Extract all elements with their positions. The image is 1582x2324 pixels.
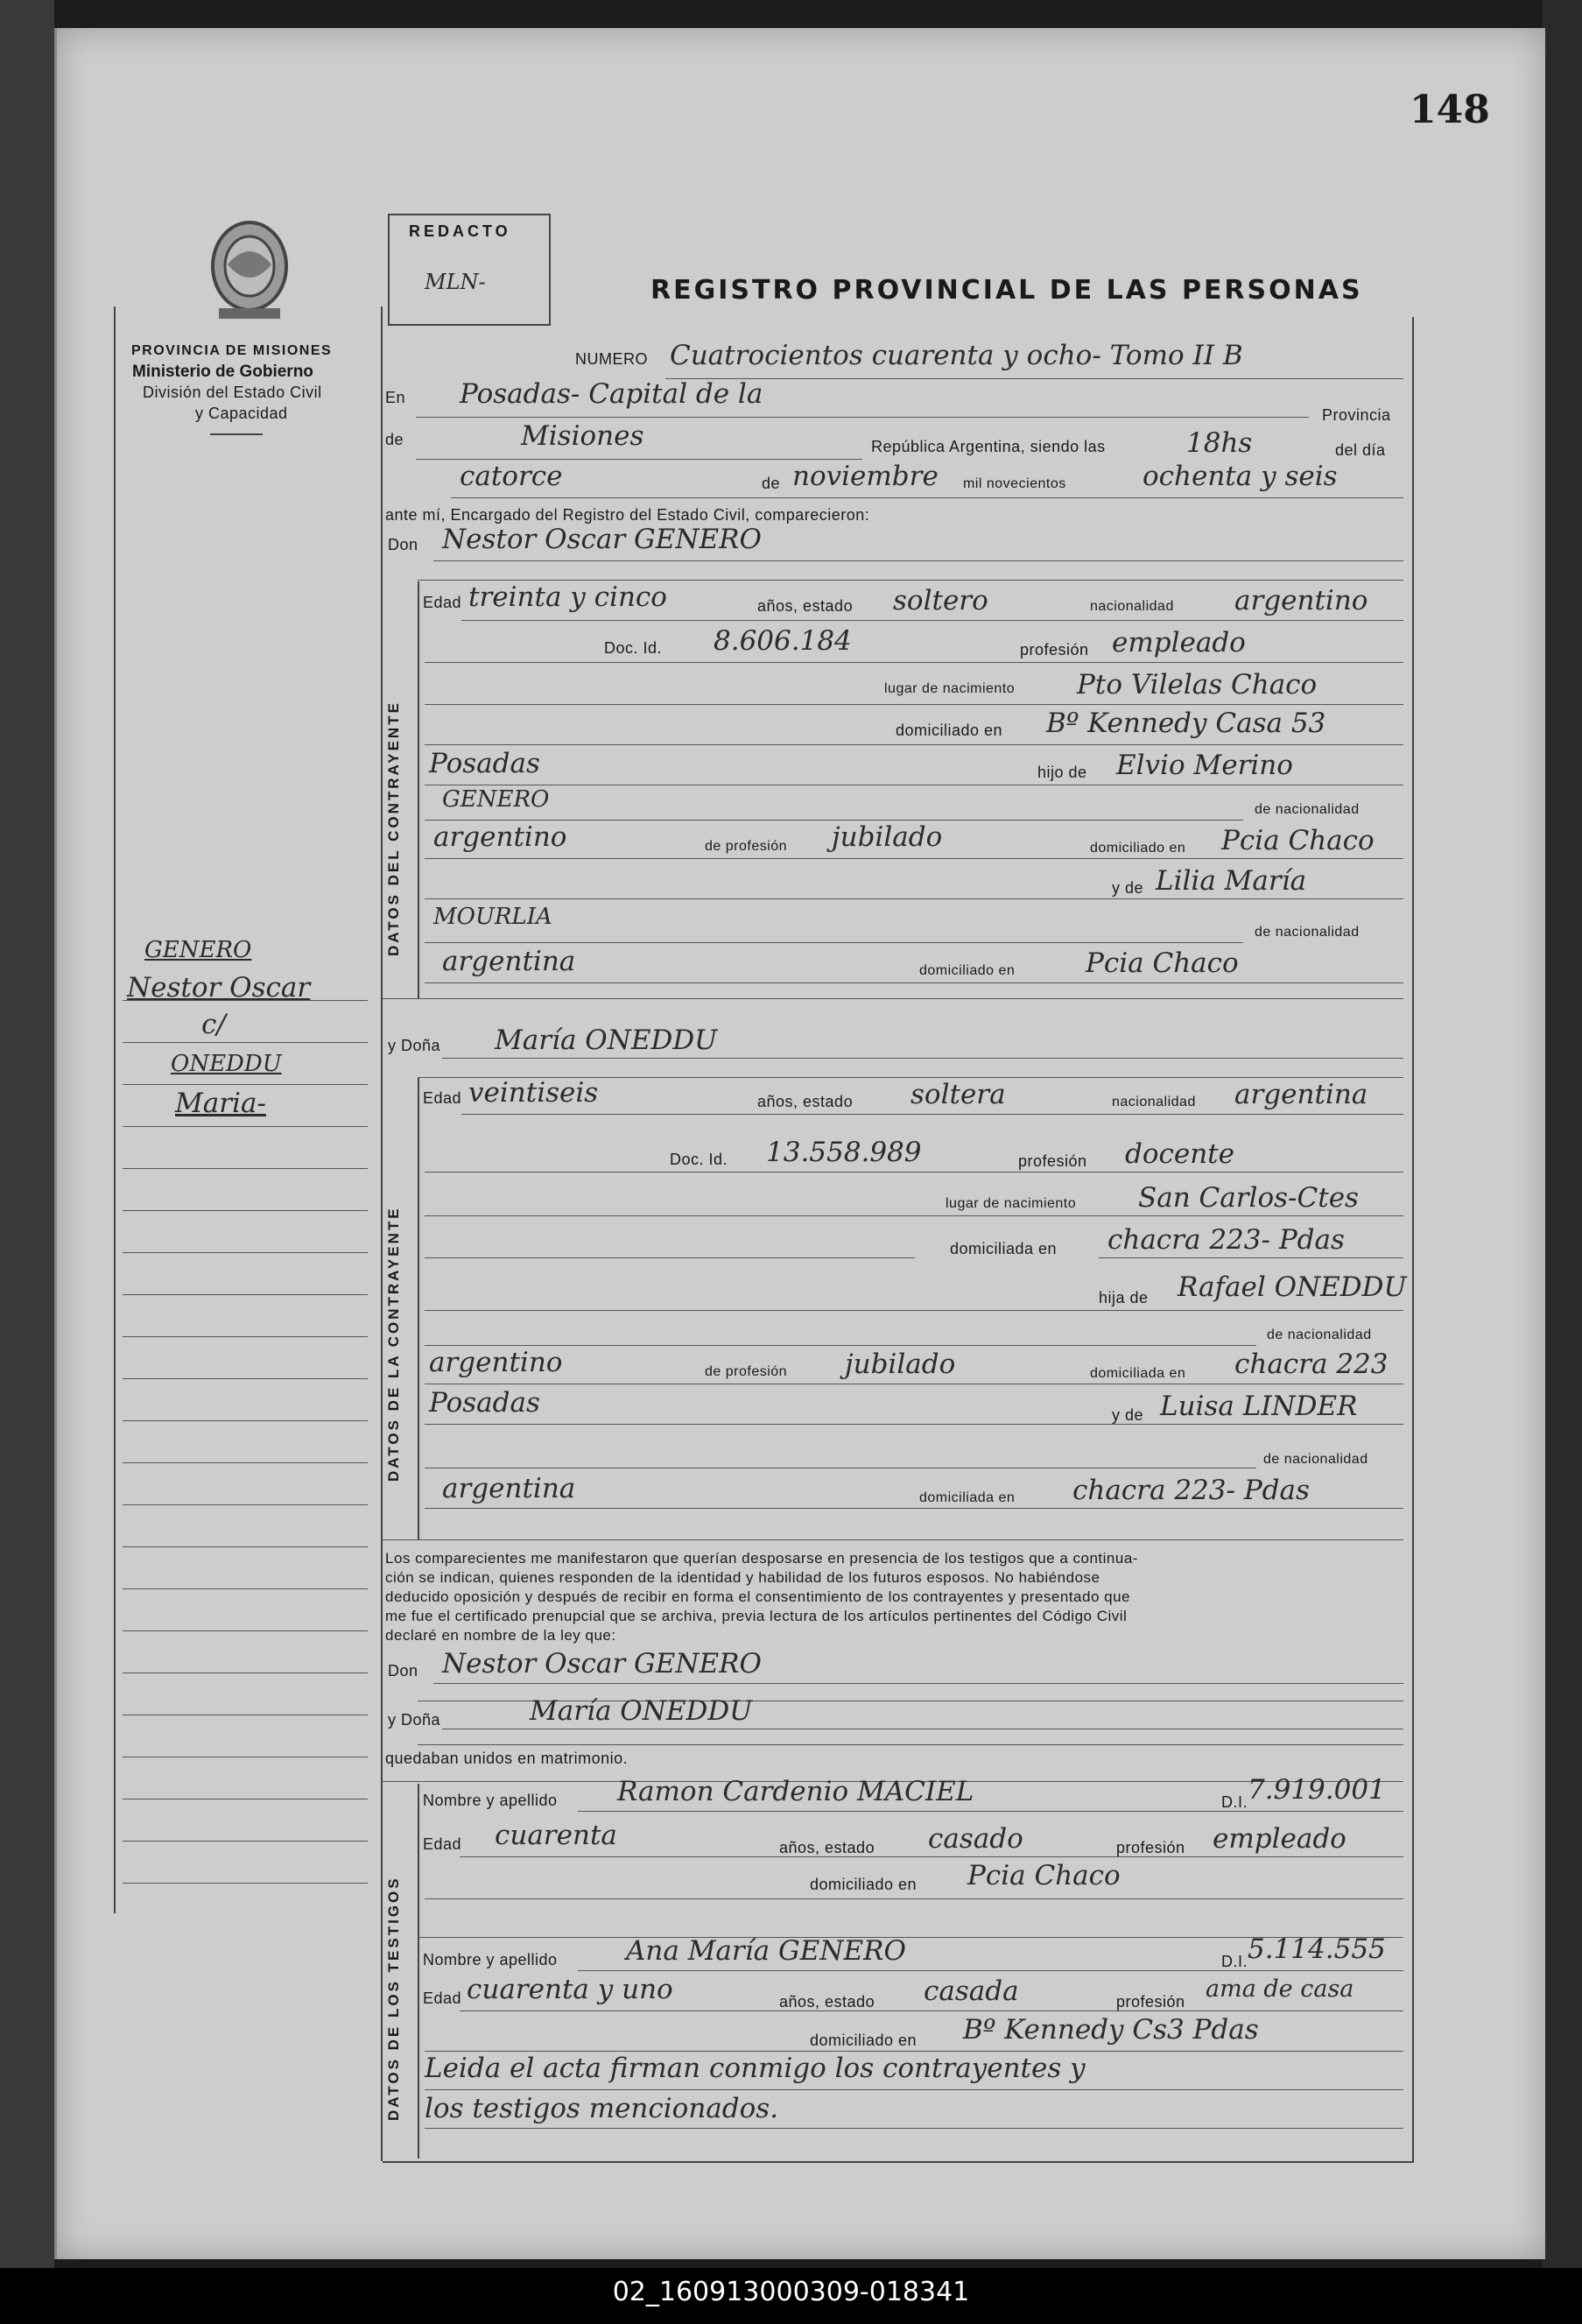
- f-block-bottom: [383, 1539, 1403, 1540]
- t2-nombre-label: Nombre y apellido: [423, 1951, 558, 1968]
- f-madre: Luisa LINDER: [1160, 1391, 1358, 1422]
- t1-edad-label: Edad: [423, 1835, 462, 1853]
- numero-line: [665, 378, 1403, 379]
- t1-nombre-label: Nombre y apellido: [423, 1792, 558, 1809]
- c-padre-dom: Pcia Chaco: [1221, 825, 1375, 856]
- t2-nombre: Ana María GENERO: [626, 1935, 906, 1967]
- t1-edad-line: [460, 1856, 1403, 1857]
- closing-line1-rule: [425, 2089, 1403, 2090]
- de2-label: de: [762, 475, 781, 492]
- f-lugar-label: lugar de nacimiento: [946, 1196, 1077, 1211]
- margin-rule-line: [123, 1883, 368, 1884]
- c-madre-dom: Pcia Chaco: [1086, 947, 1239, 979]
- t2-estado: casada: [924, 1975, 1019, 2007]
- c-doc: 8.606.184: [714, 625, 852, 657]
- c-profesion: empleado: [1112, 627, 1246, 658]
- anio-value: ochenta y seis: [1143, 461, 1338, 492]
- c-lugar-line: [425, 704, 1403, 705]
- mil-label: mil novecientos: [963, 476, 1066, 491]
- margin-rule-line: [123, 1504, 368, 1505]
- f-edad-label: Edad: [423, 1089, 462, 1107]
- c-de-prof-label: de profesión: [705, 839, 788, 854]
- t2-anos-label: años, estado: [779, 1993, 875, 2011]
- closing-line2: los testigos mencionados.: [425, 2093, 779, 2124]
- f-padre-dom-label: domiciliada en: [1090, 1366, 1186, 1381]
- f-lugar-line: [425, 1215, 1403, 1216]
- f-doc: 13.558.989: [766, 1137, 922, 1168]
- c-nac-label: nacionalidad: [1090, 599, 1174, 614]
- t2-di-label: D.I.: [1221, 1953, 1248, 1970]
- c-padre-nac: argentino: [433, 821, 567, 853]
- f-padre-dom: chacra 223: [1234, 1349, 1389, 1380]
- c-edad-line: [461, 620, 1403, 621]
- closing-line1: Leida el acta firman conmigo los contrayentes y: [425, 2053, 1086, 2084]
- dona-value: María ONEDDU: [495, 1025, 718, 1056]
- f-madre-dom: chacra 223- Pdas: [1072, 1475, 1310, 1506]
- c-de-nac-label2: de nacionalidad: [1255, 925, 1360, 940]
- f-hija-label: hija de: [1099, 1289, 1149, 1306]
- fecha-line: [451, 497, 1403, 498]
- decl-don-line: [433, 1683, 1403, 1684]
- left-margin-rule: [114, 306, 116, 1913]
- c-madre-nac: argentina: [442, 946, 576, 977]
- register-page: [54, 28, 1545, 2259]
- f-de-nac-label2: de nacionalidad: [1263, 1452, 1368, 1467]
- redacto-box: [388, 214, 551, 326]
- redacto-label: REDACTO: [409, 222, 511, 240]
- de-label: de: [385, 431, 404, 448]
- f-madre-line: [425, 1424, 1403, 1425]
- letterhead-line4: y Capacidad: [195, 405, 288, 422]
- decl-p5: declaré en nombre de la ley que:: [385, 1627, 616, 1644]
- document-title: REGISTRO PROVINCIAL DE LAS PERSONAS: [650, 275, 1363, 306]
- c-hijo-label: hijo de: [1037, 764, 1087, 781]
- t2-dom-label: domiciliado en: [810, 2032, 918, 2049]
- contrayente-side-label: DATOS DEL CONTRAYENTE: [385, 701, 402, 956]
- book-spine: [0, 0, 54, 2268]
- f-padre-nac: argentino: [429, 1347, 563, 1378]
- c-de-nac-label: de nacionalidad: [1255, 802, 1360, 817]
- f-de-prof-label: de profesión: [705, 1364, 788, 1379]
- del-dia-label: del día: [1335, 441, 1386, 459]
- numero-value: Cuatrocientos cuarenta y ocho- Tomo II B: [670, 340, 1243, 371]
- c-doc-line: [425, 662, 1403, 663]
- f-edad: veintiseis: [468, 1077, 599, 1109]
- margin-rule-line: [123, 1378, 368, 1379]
- c-madre-dom-label: domiciliado en: [919, 963, 1016, 978]
- numero-label: NUMERO: [575, 350, 648, 368]
- f-padre: Rafael ONEDDU: [1178, 1271, 1407, 1303]
- dia-value: catorce: [460, 461, 563, 492]
- c-madre2-line: [425, 942, 1243, 943]
- image-id: 02_160913000309-018341: [612, 2277, 970, 2307]
- margin-rule-line: [123, 1294, 368, 1295]
- t2-nombre-line: [578, 1970, 1403, 1971]
- f-nacionalidad: argentina: [1234, 1079, 1368, 1110]
- f-padre-line: [425, 1345, 1256, 1346]
- margin-rule-line: [123, 1588, 368, 1589]
- decl-quedaban: quedaban unidos en matrimonio.: [385, 1750, 629, 1767]
- f-nac-label: nacionalidad: [1112, 1095, 1196, 1109]
- f-doc-label: Doc. Id.: [670, 1151, 728, 1168]
- form-right-rule: [1412, 317, 1414, 2161]
- c-lugar: Pto Vilelas Chaco: [1077, 669, 1318, 701]
- c-block-bottom: [383, 998, 1403, 999]
- testigos-block-rule: [418, 1784, 419, 2159]
- letterhead-line1: PROVINCIA DE MISIONES: [131, 343, 333, 358]
- c-domicilio: Bº Kennedy Casa 53: [1046, 708, 1326, 739]
- form-bottom-rule: [383, 2161, 1414, 2163]
- hora-value: 18hs: [1186, 427, 1253, 459]
- t1-estado: casado: [928, 1823, 1023, 1855]
- c-estado: soltero: [893, 585, 988, 616]
- margin-rule-line: [123, 1841, 368, 1842]
- decl-p3: deducido oposición y después de recibir en forma el consentimiento de los contrayentes y presentado que: [385, 1588, 1130, 1605]
- f-padre-prof: jubilado: [845, 1349, 956, 1380]
- redacto-value: MLN-: [425, 270, 486, 294]
- letterhead-divider: [210, 433, 263, 435]
- t1-di: 7.919.001: [1248, 1774, 1386, 1806]
- de-line: [416, 459, 862, 460]
- form-left-rule: [381, 306, 383, 2161]
- c-padre-nac-line: [425, 858, 1403, 859]
- coat-of-arms-icon: [201, 212, 298, 326]
- decl-dona-line-2: [418, 1744, 1403, 1745]
- c-nacionalidad: argentino: [1234, 585, 1368, 616]
- t1-nombre-line: [578, 1811, 1403, 1812]
- t2-di: 5.114.555: [1248, 1933, 1386, 1965]
- t2-edad: cuarenta y uno: [467, 1974, 673, 2005]
- margin-rule-line: [123, 1336, 368, 1337]
- c-padre2: GENERO: [442, 786, 550, 813]
- c-y-de-label: y de: [1112, 879, 1144, 897]
- t2-prof: ama de casa: [1206, 1975, 1354, 2003]
- don-label: Don: [388, 536, 418, 553]
- c-padre-dom-label: domiciliado en: [1090, 841, 1186, 856]
- c-prof-label: profesión: [1020, 641, 1089, 658]
- t1-dom-label: domiciliado en: [810, 1876, 918, 1893]
- c-dom-line: [425, 744, 1403, 745]
- c-edad-label: Edad: [423, 594, 462, 611]
- t1-edad: cuarenta: [495, 1820, 617, 1851]
- don-value: Nestor Oscar GENERO: [442, 524, 762, 555]
- c-padre-prof: jubilado: [832, 821, 943, 853]
- f-madre-nac-line: [425, 1508, 1403, 1509]
- c-doc-label: Doc. Id.: [604, 639, 663, 657]
- f-profesion: docente: [1125, 1138, 1234, 1170]
- dona-label: y Doña: [388, 1037, 441, 1054]
- f-hija-line: [425, 1310, 1403, 1311]
- f-dom-label: domiciliada en: [950, 1240, 1058, 1257]
- margin-note-line2: Nestor Oscar: [127, 972, 311, 1004]
- testigos-side-label: DATOS DE LOS TESTIGOS: [385, 1876, 402, 2121]
- margin-rule-line: [123, 1420, 368, 1421]
- f-lugar: San Carlos-Ctes: [1138, 1182, 1359, 1214]
- decl-dona-label: y Doña: [388, 1711, 441, 1729]
- margin-rule-line: [123, 1210, 368, 1211]
- letterhead-line2: Ministerio de Gobierno: [132, 363, 313, 381]
- provincia-label: Provincia: [1322, 406, 1391, 424]
- margin-rule-line: [123, 1042, 368, 1043]
- decl-p4: me fue el certificado prenupcial que se archiva, previa lectura de los artículos pertinentes del Código Civil: [385, 1608, 1128, 1624]
- dona-line: [442, 1058, 1403, 1059]
- f-dom-line: [425, 1257, 915, 1258]
- closing-line2-rule: [425, 2128, 1403, 2129]
- t1-prof-label: profesión: [1116, 1839, 1185, 1856]
- t1-anos-label: años, estado: [779, 1839, 875, 1856]
- don-line: [433, 560, 1403, 561]
- margin-rule-line: [123, 1126, 368, 1127]
- c-padre: Elvio Merino: [1116, 750, 1293, 781]
- margin-note-line4: ONEDDU: [171, 1051, 282, 1077]
- c-edad: treinta y cinco: [468, 581, 667, 613]
- margin-rule-line: [123, 1546, 368, 1547]
- en-value: Posadas- Capital de la: [460, 378, 763, 410]
- c-madre: Lilia María: [1156, 865, 1307, 897]
- en-label: En: [385, 389, 406, 406]
- f-estado: soltera: [911, 1079, 1006, 1110]
- t1-nombre: Ramon Cardenio MACIEL: [617, 1776, 974, 1807]
- t2-edad-label: Edad: [423, 1989, 462, 2007]
- margin-rule-line: [123, 1084, 368, 1085]
- decl-don-value: Nestor Oscar GENERO: [442, 1648, 762, 1680]
- contrayenta-block-rule: [418, 1077, 419, 1539]
- letterhead-line3: División del Estado Civil: [143, 384, 322, 401]
- ante-text: ante mí, Encargado del Registro del Estado Civil, comparecieron:: [385, 506, 870, 524]
- f-domicilio: chacra 223- Pdas: [1107, 1224, 1345, 1256]
- margin-note-line1: GENERO: [144, 937, 252, 963]
- de-value: Misiones: [521, 420, 644, 452]
- margin-rule-line: [123, 1000, 368, 1001]
- c-lugar-label: lugar de nacimiento: [884, 681, 1016, 696]
- f-doc-line: [425, 1172, 1403, 1173]
- f-y-de-label: y de: [1112, 1406, 1144, 1424]
- contrayenta-side-label: DATOS DE LA CONTRAYENTE: [385, 1206, 402, 1482]
- republica-label: República Argentina, siendo las: [871, 438, 1106, 455]
- c-madre-nac-line: [425, 982, 1403, 983]
- don-line-2: [418, 580, 1403, 581]
- mes-value: noviembre: [792, 461, 939, 492]
- t2-dom: Bº Kennedy Cs3 Pdas: [963, 2014, 1259, 2046]
- c-madre-line: [425, 898, 1403, 899]
- decl-p1: Los comparecientes me manifestaron que querían desposarse en presencia de los testigos que a continua-: [385, 1550, 1138, 1567]
- margin-note-line5: Maria-: [175, 1088, 266, 1119]
- decl-dona-value: María ONEDDU: [530, 1695, 753, 1727]
- c-domicilio2: Posadas: [429, 748, 540, 779]
- f-padre-dom2: Posadas: [429, 1387, 540, 1419]
- t2-dom-line: [425, 2051, 1403, 2052]
- book-edge: [1543, 0, 1582, 2268]
- margin-rule-line: [123, 1630, 368, 1631]
- page-number: 148: [1410, 88, 1490, 132]
- t2-prof-label: profesión: [1116, 1993, 1185, 2011]
- t1-di-label: D.I.: [1221, 1793, 1248, 1811]
- f-anos-label: años, estado: [757, 1093, 854, 1110]
- f-de-nac-label: de nacionalidad: [1267, 1327, 1372, 1342]
- c-anos-label: años, estado: [757, 597, 854, 615]
- f-madre-dom-label: domiciliada en: [919, 1490, 1016, 1505]
- decl-p2: ción se indican, quienes responden de la identidad y habilidad de los futuros esposos. No habiéndose: [385, 1569, 1100, 1586]
- contrayente-block-rule: [418, 581, 419, 998]
- c-dom-label: domiciliado en: [896, 722, 1003, 739]
- f-prof-label: profesión: [1018, 1152, 1087, 1170]
- margin-rule-line: [123, 1252, 368, 1253]
- margin-rule-line: [123, 1462, 368, 1463]
- t1-dom: Pcia Chaco: [967, 1860, 1121, 1891]
- t1-prof: empleado: [1213, 1823, 1346, 1855]
- margin-note-line3: c/: [201, 1009, 226, 1040]
- f-edad-line: [461, 1114, 1403, 1115]
- decl-don-label: Don: [388, 1662, 418, 1680]
- t1-dom-line: [425, 1898, 1403, 1899]
- en-line: [416, 417, 1309, 418]
- f-dom-line-b: [1099, 1257, 1403, 1258]
- c-madre2: MOURLIA: [433, 904, 552, 930]
- f-madre-nac: argentina: [442, 1473, 576, 1504]
- margin-rule-line: [123, 1168, 368, 1169]
